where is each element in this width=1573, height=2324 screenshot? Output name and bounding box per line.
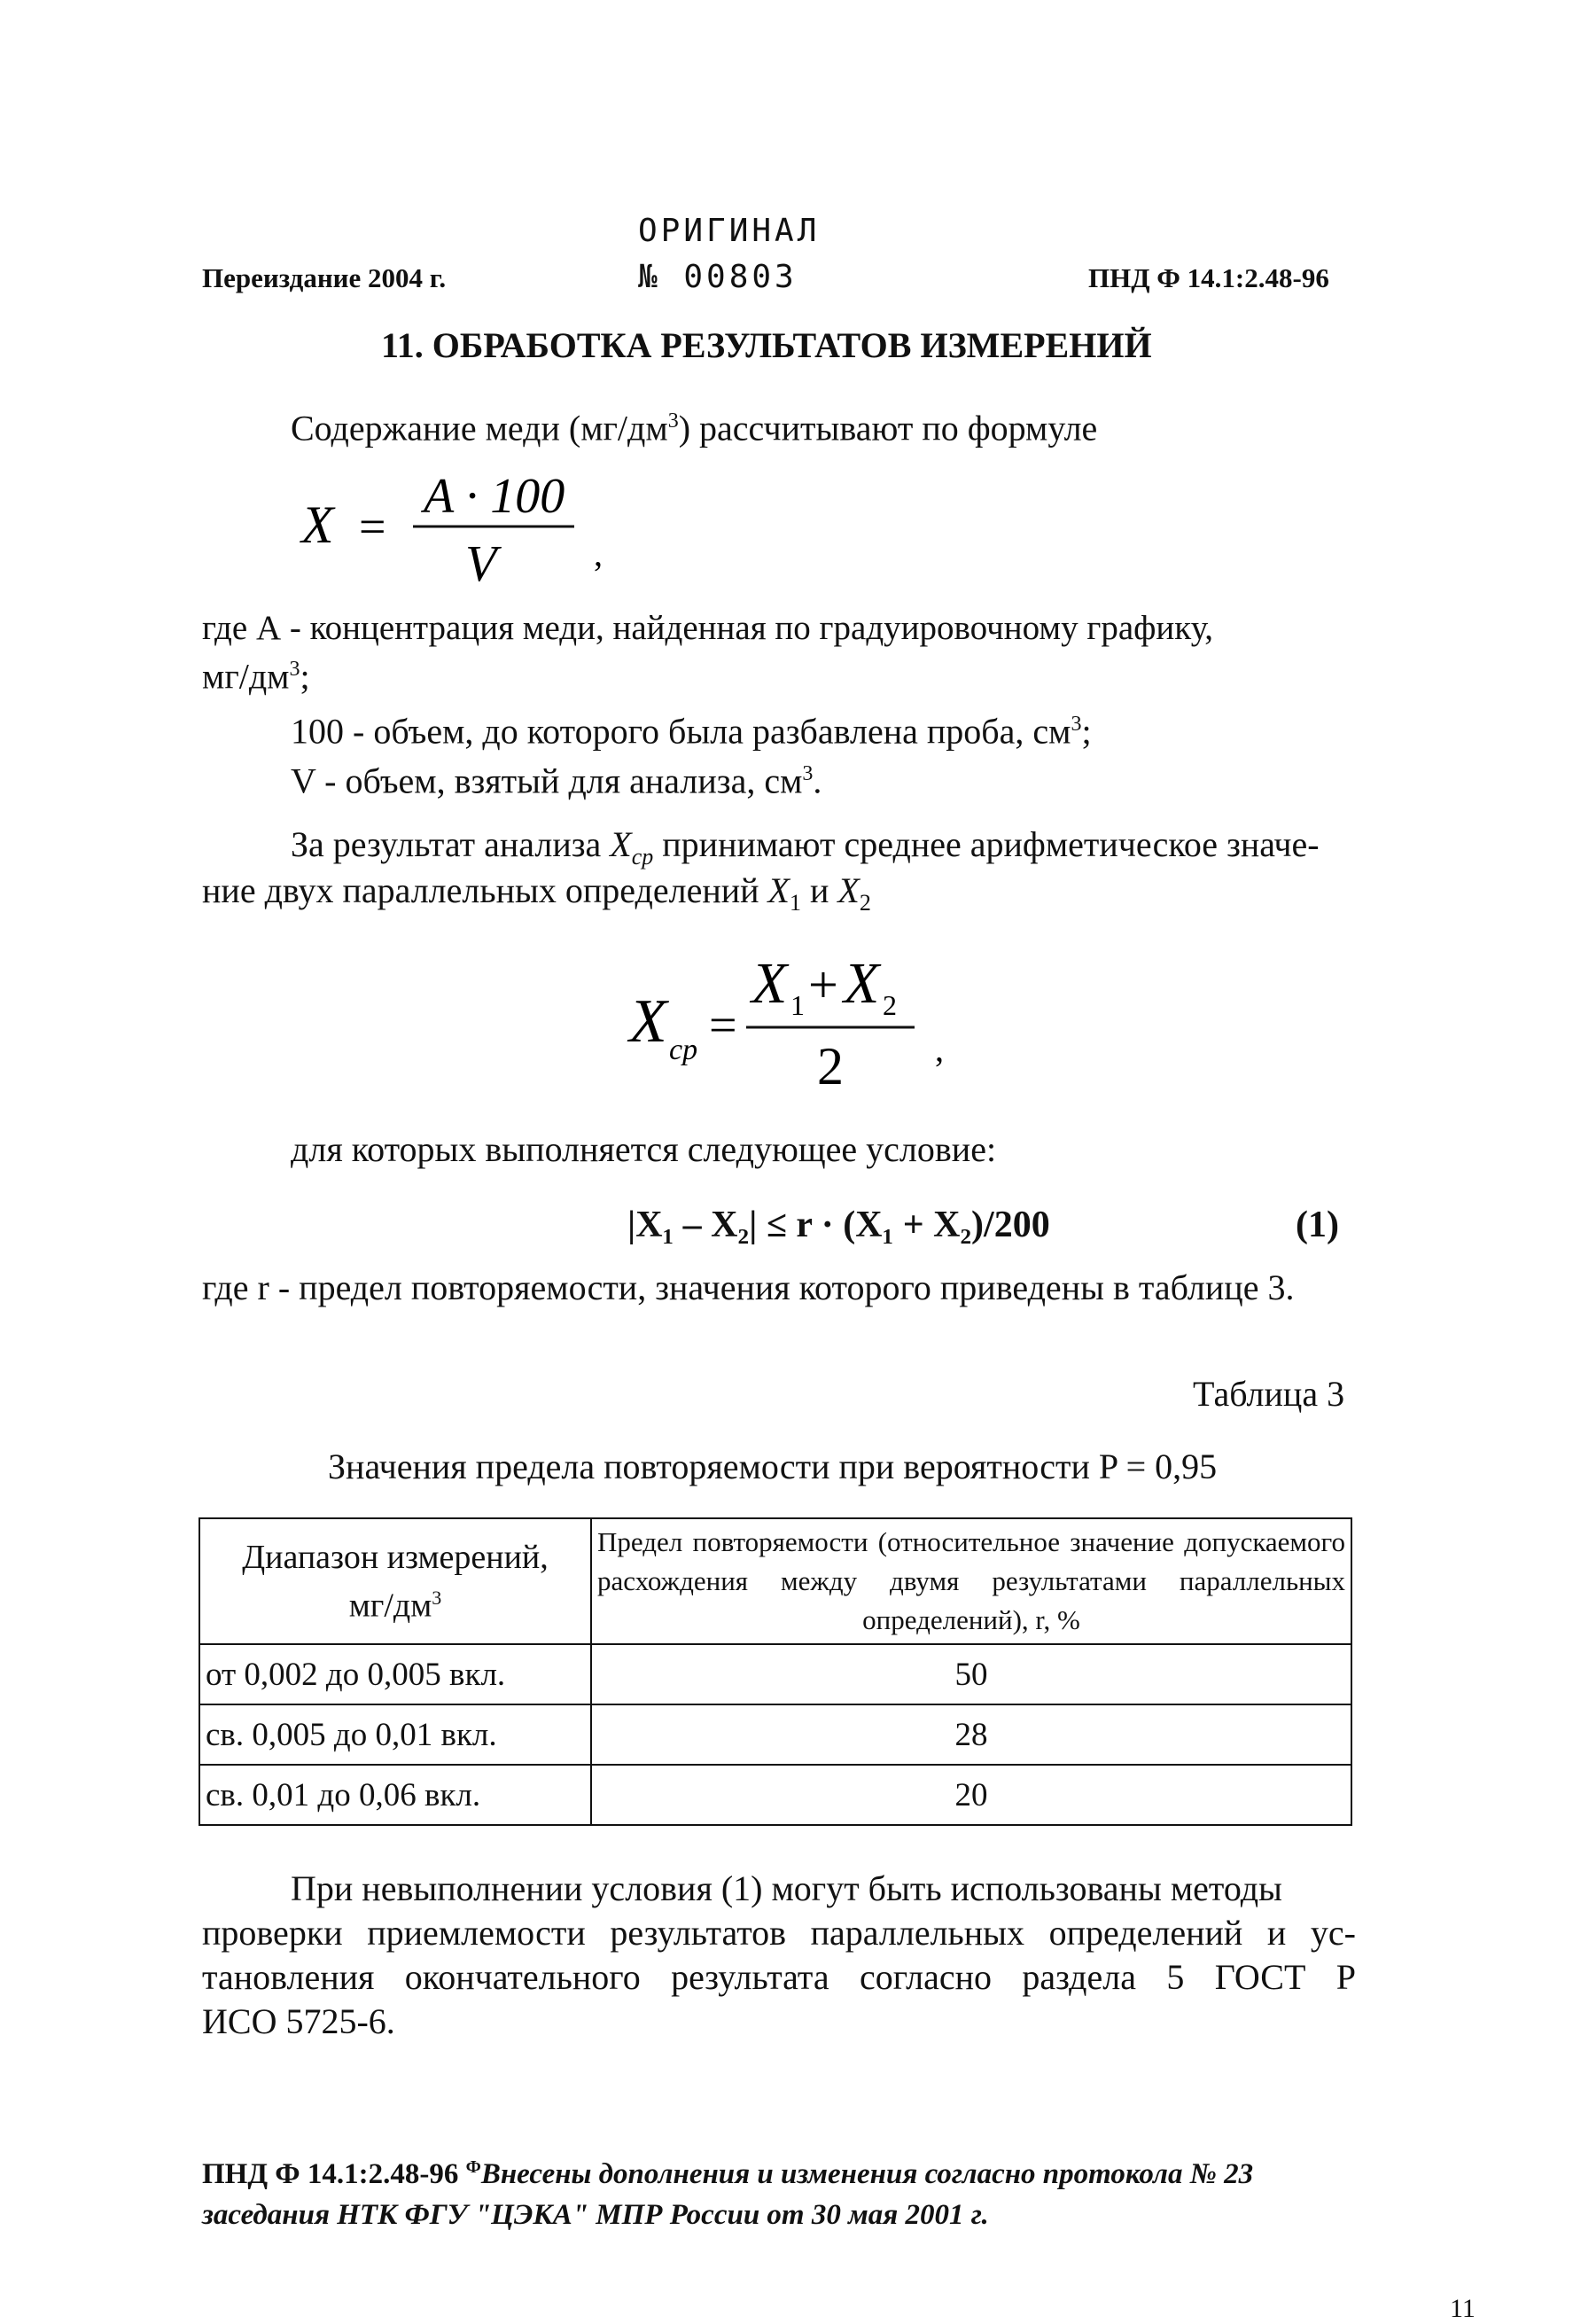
table-caption: Значения предела повторяемости при вероятности P = 0,95	[328, 1447, 1218, 1486]
svg-text:X: X	[301, 495, 334, 554]
result-para-line1: За результат анализа $X_{ср}$ принимают среднее арифметическое значе-	[291, 824, 1320, 870]
table-header-row	[199, 1518, 1351, 1644]
svg-text:X: X	[751, 951, 788, 1016]
page-number: 11	[1450, 2294, 1476, 2323]
where-r-line: где r - предел повторяемости, значения которого приведены в таблице 3.	[202, 1267, 1295, 1307]
svg-text:1: 1	[790, 989, 805, 1021]
reissue-year: Переиздание 2004 г.	[202, 262, 447, 293]
original-stamp-number: № 00803	[638, 259, 798, 295]
svg-text:X: X	[844, 951, 880, 1016]
table-label: Таблица 3	[1193, 1374, 1345, 1414]
svg-text:V: V	[465, 534, 497, 592]
cell-range: св. 0,005 до 0,01 вкл.	[199, 1704, 591, 1765]
svg-text:,: ,	[935, 1029, 944, 1069]
cell-range: от 0,002 до 0,005 вкл.	[199, 1644, 591, 1704]
svg-text:ср: ср	[669, 1033, 698, 1066]
where-line-100: 100 - объем, до которого была разбавлена проба, $см^3$;	[291, 711, 1092, 752]
formula-copper-content	[292, 461, 611, 603]
original-stamp-title: ОРИГИНАЛ	[638, 213, 821, 249]
cell-range: св. 0,01 до 0,06 вкл.	[199, 1765, 591, 1825]
formula-mean	[620, 944, 975, 1104]
svg-text:2: 2	[883, 989, 897, 1021]
where-line-v: V - объем, взятый для анализа, $см^3$.	[291, 760, 822, 801]
table-row	[199, 1644, 1351, 1704]
table-row	[199, 1765, 1351, 1825]
closing-line-3: тановления окончательного результата согласно раздела 5 ГОСТ Р	[202, 1957, 1356, 1997]
closing-line-2: проверки приемлемости результатов параллельных определений и ус-	[202, 1913, 1356, 1953]
condition-formula: |X₁ – X₂| ≤ r · (X₁ + X₂)/200	[627, 1205, 1050, 1245]
where-line-a-unit: $мг/дм^3$;	[202, 656, 310, 697]
closing-line-1: При невыполнении условия (1) могут быть использованы методы	[291, 1868, 1282, 1908]
intro-text: Содержание меди $(мг/дм^3)$ рассчитывают по формуле	[291, 408, 1098, 448]
result-para-line2: ние двух параллельных определений $X_1$ и $X_2$	[202, 870, 871, 916]
svg-text:,: ,	[594, 534, 603, 573]
condition-intro: для которых выполняется следующее условие:	[291, 1129, 997, 1169]
table-row	[199, 1704, 1351, 1765]
svg-text:=: =	[359, 500, 386, 553]
cell-value: 50	[591, 1644, 1351, 1704]
document-code: ПНД Ф 14.1:2.48-96	[1088, 262, 1329, 293]
svg-text:=: =	[709, 998, 737, 1053]
section-title: 11. ОБРАБОТКА РЕЗУЛЬТАТОВ ИЗМЕРЕНИЙ	[381, 325, 1152, 365]
svg-text:+: +	[808, 955, 838, 1014]
header-range: Диапазон измерений, $мг/дм^3$	[199, 1518, 591, 1644]
svg-text:A · 100: A · 100	[424, 469, 565, 524]
closing-line-4: ИСО 5725-6.	[202, 2001, 395, 2041]
footer-mark: Ф	[465, 2157, 481, 2177]
repeatability-table	[199, 1517, 1352, 1826]
where-line-a: где А - концентрация меди, найденная по градуировочному графику,	[202, 609, 1214, 647]
equation-number: (1)	[1296, 1205, 1339, 1245]
closing-paragraph	[202, 1867, 1356, 2044]
footer-note: ПНД Ф 14.1:2.48-96 $^Ф$Внесены дополнения и изменения согласно протокола № 23 заседания НТК ФГУ "ЦЭКА" МПР России от 30 мая 2001 г.	[202, 2157, 1254, 2231]
cell-value: 28	[591, 1704, 1351, 1765]
svg-text:X: X	[629, 987, 667, 1056]
header-limit: Предел повторяемости (относительное значение допускаемого расхождения между двумя результатами параллельных определений), r, %	[591, 1518, 1351, 1644]
svg-text:2: 2	[817, 1037, 844, 1096]
cell-value: 20	[591, 1765, 1351, 1825]
